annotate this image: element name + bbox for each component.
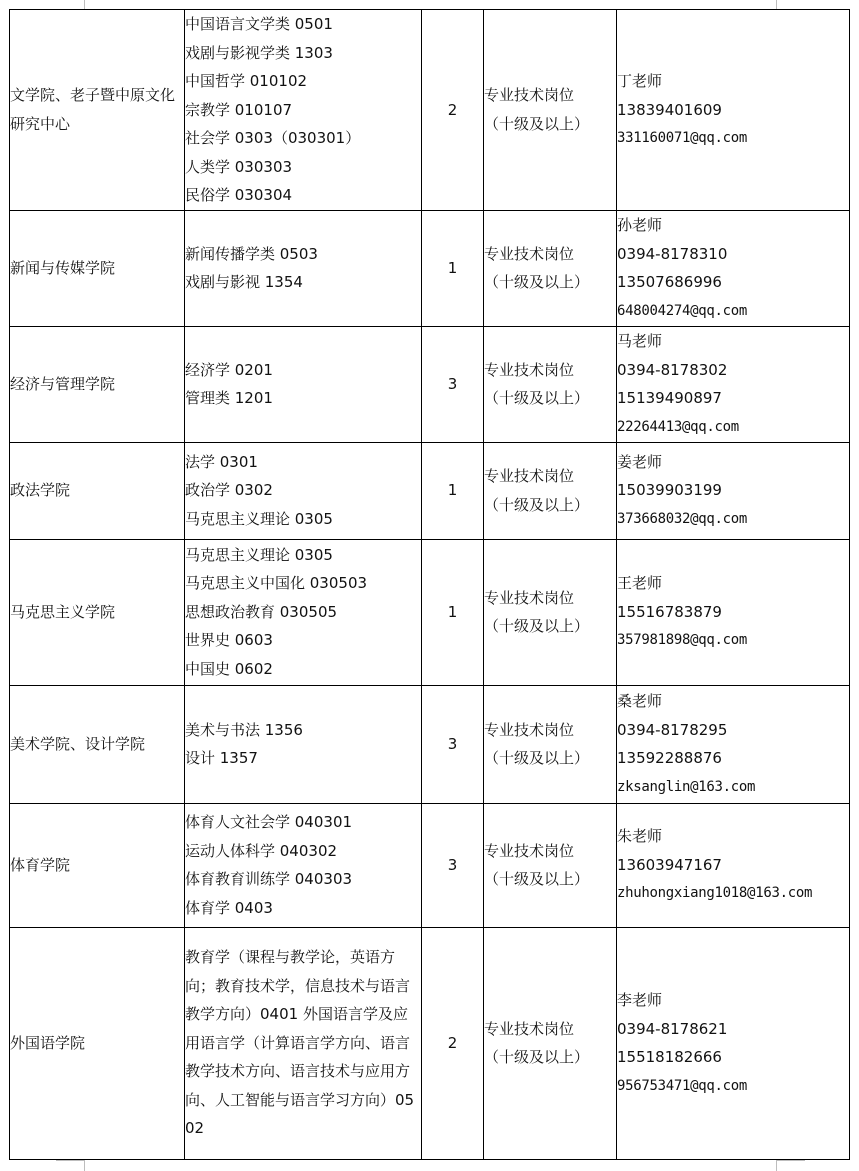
contact-email: zhuhongxiang1018@163.com [617,885,813,902]
post-cell [484,539,617,685]
unit-name: 新闻与传媒学院 [10,258,116,277]
count-cell [422,10,484,211]
count-cell [422,539,484,685]
contact-email: 373668032@qq.com [617,510,748,527]
major-item: 新闻传播学类 0503 [185,244,318,263]
contact-mobile: 13592288876 [617,749,722,767]
post-level: （十级及以上） [484,749,590,767]
post-cell [484,927,617,1159]
post-level: （十级及以上） [484,389,590,407]
contact-phone: 0394-8178621 [617,1019,728,1038]
contact-phone: 0394-8178310 [617,244,728,263]
contact-email: 956753471@qq.com [617,1077,748,1094]
post-type: 专业技术岗位 [484,467,575,485]
major-cell [185,326,422,442]
post-level: （十级及以上） [484,114,590,133]
contact-phone: 15039903199 [617,481,722,500]
major-item: 戏剧与影视学类 1303 [185,43,333,62]
major-item: 戏剧与影视 1354 [185,273,303,291]
contact-phone: 15516783879 [617,602,722,621]
major-item: 运动人体科学 040302 [185,841,338,860]
contact-email: 331160071@qq.com [617,130,748,146]
major-item: 经济学 0201 [185,360,273,379]
unit-cell [10,210,185,326]
post-level: （十级及以上） [484,617,590,635]
position-count: 3 [447,734,458,753]
table-row [10,210,850,326]
table-row [10,803,850,927]
post-type: 专业技术岗位 [484,841,575,860]
contact-cell [617,442,850,539]
major-item: 中国哲学 010102 [185,72,308,90]
major-cell [185,685,422,803]
contact-cell [617,326,850,442]
count-cell [422,803,484,927]
table-row [10,326,850,442]
contact-email: 357981898@qq.com [617,632,748,649]
count-cell [422,685,484,803]
major-item: 中国史 0602 [185,659,273,678]
unit-name: 马克思主义学院 [10,602,116,621]
contact-name: 王老师 [617,574,663,593]
major-item: 马克思主义理论 0305 [185,545,333,564]
contact-phone: 13839401609 [617,100,722,119]
contact-phone: 0394-8178302 [617,360,728,379]
major-description: 教育学（课程与教学论，英语方向；教育技术学，信息技术与语言教学方向）0401 外国语言学及应用语言学（计算语言学方向、语言教学技术方向、语言技术与应用方向、人工智能与语言学习方向）0502 [185,948,415,1138]
unit-cell [10,539,185,685]
contact-mobile: 15139490897 [617,389,722,407]
position-count: 2 [447,1033,458,1052]
contact-mobile: 13507686996 [617,273,722,291]
major-item: 宗教学 010107 [185,100,293,119]
count-cell [422,326,484,442]
count-cell [422,210,484,326]
post-cell [484,803,617,927]
post-cell [484,10,617,211]
table-row [10,10,850,211]
post-level: （十级及以上） [484,1048,590,1066]
contact-email: zksanglin@163.com [617,778,756,795]
unit-cell [10,685,185,803]
major-item: 设计 1357 [185,749,258,767]
major-item: 思想政治教育 030505 [185,602,338,621]
post-level: （十级及以上） [484,870,590,888]
unit-cell [10,442,185,539]
major-item: 社会学 0303（030301） [185,129,361,147]
position-count: 1 [447,258,458,277]
contact-cell [617,210,850,326]
contact-name: 李老师 [617,991,663,1009]
major-cell [185,442,422,539]
major-item: 民俗学 030304 [185,186,293,204]
post-type: 专业技术岗位 [484,86,575,105]
table-row [10,539,850,685]
position-count: 3 [447,374,458,393]
post-type: 专业技术岗位 [484,1019,575,1038]
recruitment-table [9,9,850,1160]
major-cell [185,210,422,326]
contact-cell [617,685,850,803]
crop-mark-bottom-right [776,1160,805,1171]
unit-name: 外国语学院 [10,1033,86,1052]
unit-cell [10,10,185,211]
unit-cell [10,927,185,1159]
contact-cell [617,10,850,211]
post-cell [484,442,617,539]
major-item: 管理类 1201 [185,389,273,407]
major-item: 体育人文社会学 040301 [185,813,353,831]
major-item: 法学 0301 [185,452,258,471]
major-item: 体育教育训练学 040303 [185,870,353,888]
post-type: 专业技术岗位 [484,720,575,739]
major-item: 人类学 030303 [185,157,293,176]
contact-name: 马老师 [617,332,663,350]
post-level: （十级及以上） [484,495,590,514]
contact-name: 朱老师 [617,827,663,846]
contact-name: 丁老师 [617,72,663,90]
unit-cell [10,803,185,927]
major-item: 马克思主义中国化 030503 [185,574,368,593]
position-count: 1 [447,602,458,621]
major-cell [185,927,422,1159]
count-cell [422,927,484,1159]
major-item: 政治学 0302 [185,481,273,500]
unit-name: 文学院、老子暨中原文化研究中心 [10,86,176,133]
table-row [10,927,850,1159]
major-cell [185,539,422,685]
post-cell [484,210,617,326]
crop-mark-bottom-left [56,1160,85,1171]
major-item: 体育学 0403 [185,898,273,917]
post-type: 专业技术岗位 [484,360,575,379]
position-count: 3 [447,855,458,874]
major-cell [185,803,422,927]
post-type: 专业技术岗位 [484,244,575,263]
unit-name: 经济与管理学院 [10,374,116,393]
post-type: 专业技术岗位 [484,588,575,607]
major-item: 马克思主义理论 0305 [185,509,333,528]
contact-phone: 0394-8178295 [617,720,728,739]
contact-name: 桑老师 [617,692,663,710]
post-cell [484,685,617,803]
unit-name: 美术学院、设计学院 [10,734,146,753]
unit-name: 体育学院 [10,855,71,874]
position-count: 2 [447,100,458,119]
contact-mobile: 15518182666 [617,1048,722,1066]
position-count: 1 [447,481,458,500]
table-row [10,442,850,539]
contact-phone: 13603947167 [617,855,722,874]
unit-name: 政法学院 [10,481,71,500]
major-item: 美术与书法 1356 [185,720,303,739]
contact-name: 姜老师 [617,452,663,471]
major-item: 世界史 0603 [185,631,273,650]
post-level: （十级及以上） [484,273,590,291]
count-cell [422,442,484,539]
contact-cell [617,927,850,1159]
major-cell [185,10,422,211]
contact-email: 648004274@qq.com [617,302,748,319]
post-cell [484,326,617,442]
unit-cell [10,326,185,442]
major-item: 中国语言文学类 0501 [185,15,333,33]
contact-cell [617,539,850,685]
table-row [10,685,850,803]
contact-cell [617,803,850,927]
contact-email: 22264413@qq.com [617,418,739,435]
contact-name: 孙老师 [617,216,663,234]
